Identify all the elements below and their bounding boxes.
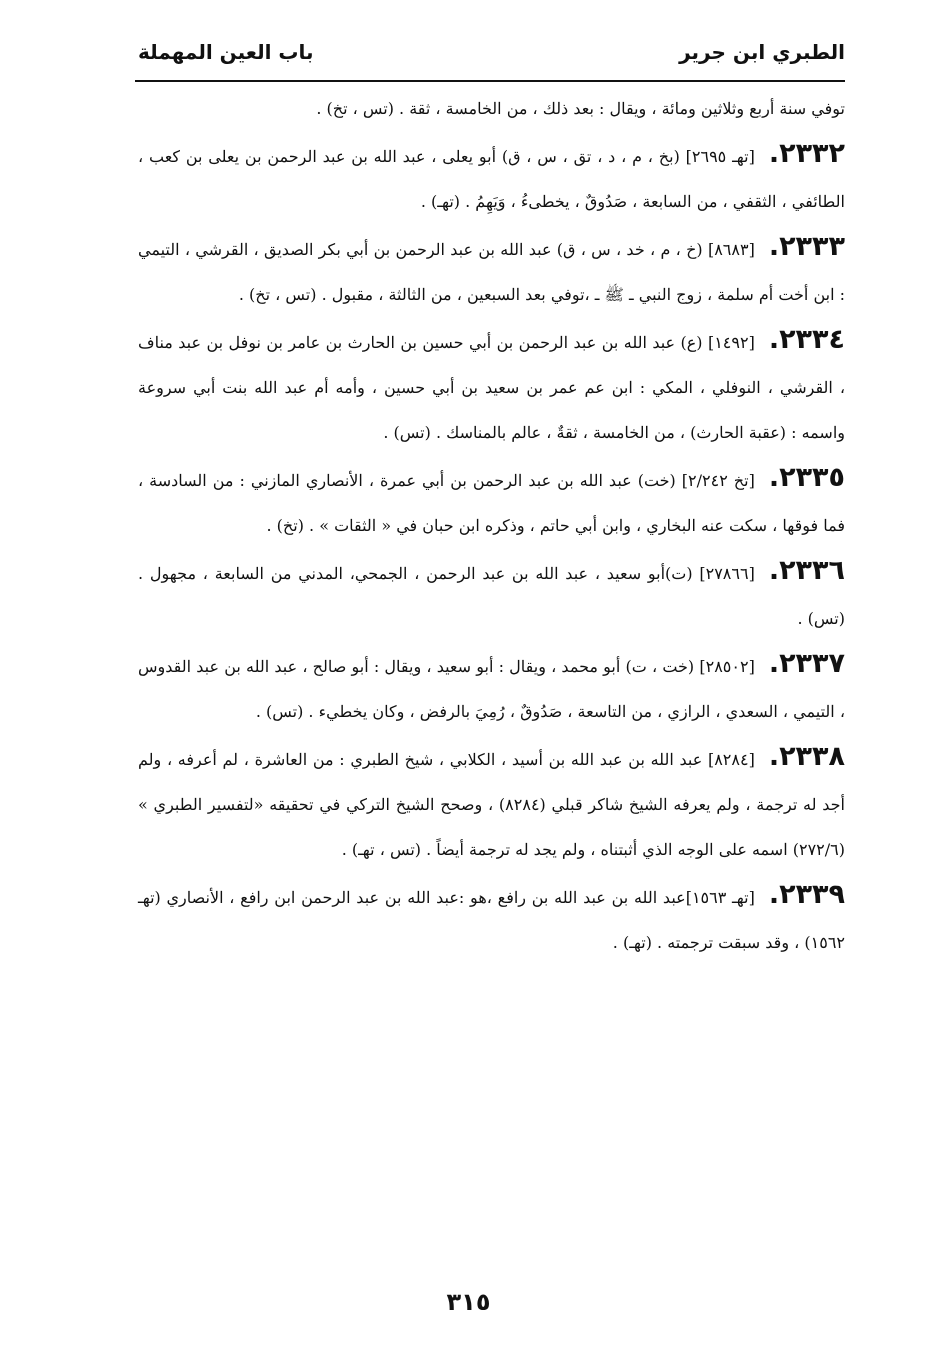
entry-2333 — [138, 224, 845, 317]
running-header — [138, 30, 845, 74]
entry-text: [تهـ ١٥٦٣]عبد الله بن عبد الله بن رافع ،هو :عبد الله بن عبد الرحمن ابن رافع ، الأنصاري (تهـ ١٥٦٢) ، وقد سبقت ترجمته . (تهـ) . — [138, 888, 845, 952]
entry-number: ٢٣٣٤. — [768, 324, 845, 355]
entry-text: [٨٦٨٣] (خ ، م ، خد ، س ، ق) عبد الله بن عبد الرحمن بن أبي بكر الصديق ، القرشي ، التيمي : ابن أخت أم سلمة ، زوج النبي ـ ﷺ ـ ،توفي بعد السبعين ، من الثالثة ، مقبول . (تس ، تخ) . — [138, 240, 845, 304]
entry-text: [تهـ ٢٦٩٥] (بخ ، م ، د ، تق ، س ، ق) أبو يعلى ، عبد الله بن عبد الرحمن بن يعلى بن كعب ، الطائفي ، الثقفي ، من السابعة ، صَدُوقٌ ، يخطىءُ ، وَيَهِمُ . (تهـ) . — [138, 147, 845, 211]
header-book-title: الطبري ابن جرير — [679, 40, 845, 64]
entry-text: [٢٧٨٦٦] (ت)أبو سعيد ، عبد الله بن عبد الرحمن ، الجمحي، المدني من السابعة ، مجهول . (تس) . — [138, 564, 845, 628]
header-rule — [135, 80, 845, 82]
entry-2334 — [138, 317, 845, 455]
entry-2337 — [138, 641, 845, 734]
entry-2335 — [138, 455, 845, 548]
entry-number: ٢٣٣٢. — [768, 138, 846, 169]
entry-2339 — [138, 872, 845, 965]
entry-number: ٢٣٣٣. — [768, 231, 845, 262]
page-number: ٣١٥ — [446, 1288, 491, 1316]
page-body — [138, 86, 845, 965]
entry-text: [٢٨٥٠٢] (خت ، ت) أبو محمد ، ويقال : أبو سعيد ، ويقال : أبو صالح ، عبد الله بن عبد القدوس ، التيمي ، السعدي ، الرازي ، من التاسعة ، صَدُوقٌ ، رُمِيَ بالرفض ، وكان يخطيء . (تس) . — [138, 657, 845, 721]
entry-2338 — [138, 734, 845, 872]
entry-text: [١٤٩٢] (ع) عبد الله بن عبد الرحمن بن أبي حسين بن الحارث بن عامر بن نوفل بن عبد مناف ، القرشي ، النوفلي ، المكي : ابن عم عمر بن سعيد بن أبي حسين ، وأمه أم عبد الله بنت أبي سروعة واسمه : (عقبة الحارث) ، من الخامسة ، ثقةٌ ، عالم بالمناسك . (تس) . — [138, 333, 845, 442]
entry-number: ٢٣٣٧. — [768, 648, 845, 679]
entry-number: ٢٣٣٥. — [768, 462, 846, 493]
entry-text: [تخ ٢/٢٤٢] (خت) عبد الله بن عبد الرحمن بن أبي عمرة ، الأنصاري المازني : من السادسة ، فما فوقها ، سكت عنه البخاري ، وابن أبي حاتم ، وذكره ابن حبان في « الثقات » . (تخ) . — [138, 471, 845, 535]
entry-number: ٢٣٣٦. — [768, 555, 845, 586]
entry-text: [٨٢٨٤] عبد الله بن عبد الله بن أسيد ، الكلابي ، شيخ الطبري : من العاشرة ، لم أعرفه ، ولم أجد له ترجمة ، ولم يعرفه الشيخ شاكر قبلي (٨٢٨٤) ، وصحح الشيخ التركي في تحقيقه «لتفسير الطبري » (٢٧٢/٦) اسمه على الوجه الذي أثبتناه ، ولم يجد له ترجمة أيضاً . (تس ، تهـ) . — [138, 750, 845, 859]
entry-number: ٢٣٣٩. — [768, 879, 846, 910]
entry-2336 — [138, 548, 845, 641]
header-chapter-title: باب العين المهملة — [138, 40, 314, 64]
entry-number: ٢٣٣٨. — [768, 741, 845, 772]
continuation-text: توفي سنة أربع وثلاثين ومائة ، ويقال : بعد ذلك ، من الخامسة ، ثقة . (تس ، تخ) . — [316, 99, 845, 118]
entry-2332 — [138, 131, 845, 224]
